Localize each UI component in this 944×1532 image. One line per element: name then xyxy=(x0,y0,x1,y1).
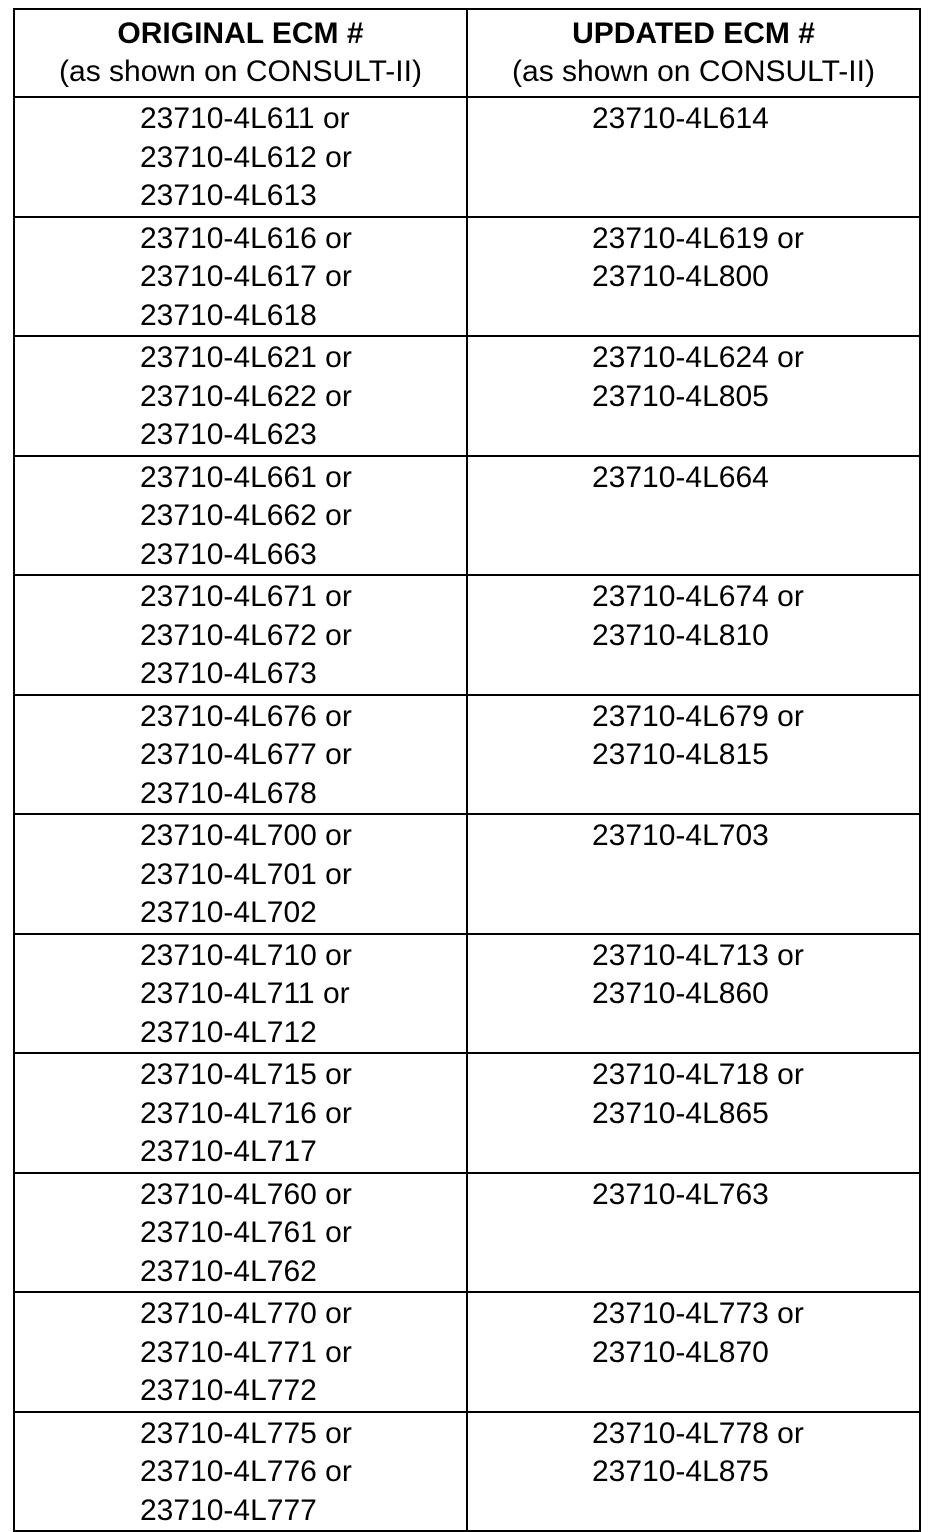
header-subtitle: (as shown on CONSULT-II) xyxy=(512,55,875,88)
table-row xyxy=(14,97,920,217)
updated-ecm-cell-content xyxy=(468,576,919,655)
header-title: ORIGINAL ECM # xyxy=(117,17,364,50)
ecm-number: 23710-4L770 or xyxy=(140,1297,352,1330)
table-row xyxy=(14,1173,920,1293)
ecm-number: 23710-4L718 or xyxy=(592,1058,804,1091)
original-ecm-cell-content xyxy=(15,815,466,933)
ecm-number: 23710-4L622 or xyxy=(140,379,352,413)
ecm-number: 23710-4L702 xyxy=(140,896,317,929)
original-ecm-cell xyxy=(14,695,467,815)
ecm-number: 23710-4L621 or xyxy=(140,341,352,374)
updated-ecm-cell-content xyxy=(468,218,919,297)
original-ecm-cell xyxy=(14,97,467,217)
updated-ecm-cell-content xyxy=(468,337,919,416)
ecm-number: 23710-4L763 xyxy=(592,1177,769,1211)
table-row xyxy=(14,1292,920,1412)
original-ecm-cell xyxy=(14,934,467,1054)
original-ecm-cell-content xyxy=(15,218,466,336)
ecm-number: 23710-4L860 xyxy=(592,977,769,1010)
ecm-number: 23710-4L672 or xyxy=(140,618,352,652)
ecm-number: 23710-4L710 or xyxy=(140,938,352,972)
table-row xyxy=(14,814,920,934)
ecm-number: 23710-4L711 or xyxy=(140,977,350,1010)
original-ecm-cell xyxy=(14,1053,467,1173)
updated-ecm-cell xyxy=(467,217,920,337)
ecm-number: 23710-4L613 xyxy=(140,179,317,212)
ecm-number: 23710-4L671 or xyxy=(140,580,352,613)
ecm-number: 23710-4L865 xyxy=(592,1096,769,1130)
table-row xyxy=(14,336,920,456)
ecm-number: 23710-4L761 or xyxy=(140,1216,352,1249)
ecm-number: 23710-4L778 or xyxy=(592,1416,804,1450)
updated-ecm-cell xyxy=(467,1173,920,1293)
ecm-number: 23710-4L617 or xyxy=(140,260,352,293)
ecm-number: 23710-4L614 xyxy=(592,102,769,135)
header-original-ecm xyxy=(14,9,467,97)
ecm-number: 23710-4L618 xyxy=(140,298,317,332)
ecm-number: 23710-4L619 or xyxy=(592,221,804,255)
updated-ecm-cell-content xyxy=(468,1293,919,1372)
table-row xyxy=(14,934,920,1054)
updated-ecm-cell xyxy=(467,336,920,456)
ecm-number: 23710-4L661 or xyxy=(140,460,352,494)
ecm-number: 23710-4L771 or xyxy=(140,1335,352,1369)
header-subtitle: (as shown on CONSULT-II) xyxy=(59,55,422,88)
original-ecm-cell xyxy=(14,1292,467,1412)
ecm-number: 23710-4L762 xyxy=(140,1254,317,1288)
updated-ecm-cell xyxy=(467,456,920,576)
ecm-number: 23710-4L662 or xyxy=(140,499,352,532)
updated-ecm-cell-content xyxy=(468,815,919,856)
ecm-number: 23710-4L674 or xyxy=(592,580,804,613)
ecm-number: 23710-4L815 xyxy=(592,738,769,771)
ecm-number: 23710-4L678 xyxy=(140,776,317,810)
original-ecm-cell-content xyxy=(15,1174,466,1292)
ecm-number: 23710-4L800 xyxy=(592,260,769,293)
original-ecm-cell-content xyxy=(15,337,466,455)
ecm-number: 23710-4L810 xyxy=(592,618,769,652)
original-ecm-cell xyxy=(14,456,467,576)
header-row xyxy=(14,9,920,97)
original-ecm-cell-content xyxy=(15,696,466,814)
ecm-number-table xyxy=(13,8,921,1532)
table-row xyxy=(14,456,920,576)
ecm-number: 23710-4L773 or xyxy=(592,1297,804,1330)
ecm-number: 23710-4L623 xyxy=(140,418,317,451)
ecm-number: 23710-4L700 or xyxy=(140,819,352,852)
original-ecm-cell xyxy=(14,336,467,456)
original-ecm-cell-content xyxy=(15,576,466,694)
ecm-number: 23710-4L875 xyxy=(592,1455,769,1488)
updated-ecm-cell xyxy=(467,1053,920,1173)
table-row xyxy=(14,575,920,695)
ecm-number: 23710-4L712 xyxy=(140,1015,317,1049)
ecm-number: 23710-4L611 or xyxy=(140,102,350,135)
table-row xyxy=(14,1053,920,1173)
table-row xyxy=(14,695,920,815)
ecm-number: 23710-4L805 xyxy=(592,379,769,413)
original-ecm-cell-content xyxy=(15,1054,466,1172)
updated-ecm-cell-content xyxy=(468,1174,919,1215)
original-ecm-cell xyxy=(14,814,467,934)
updated-ecm-cell-content xyxy=(468,696,919,775)
ecm-number: 23710-4L624 or xyxy=(592,341,804,374)
updated-ecm-cell-content xyxy=(468,457,919,498)
header-title: UPDATED ECM # xyxy=(572,17,815,50)
ecm-number: 23710-4L772 xyxy=(140,1374,317,1407)
original-ecm-cell-content xyxy=(15,1293,466,1411)
ecm-number: 23710-4L703 xyxy=(592,819,769,852)
ecm-number: 23710-4L677 or xyxy=(140,738,352,771)
original-ecm-cell xyxy=(14,217,467,337)
original-ecm-cell-content xyxy=(15,457,466,575)
ecm-number: 23710-4L616 or xyxy=(140,221,352,255)
original-ecm-cell xyxy=(14,575,467,695)
ecm-number: 23710-4L673 xyxy=(140,657,317,690)
ecm-number: 23710-4L663 xyxy=(140,537,317,571)
updated-ecm-cell xyxy=(467,814,920,934)
updated-ecm-cell xyxy=(467,97,920,217)
original-ecm-cell-content xyxy=(15,935,466,1053)
updated-ecm-cell xyxy=(467,934,920,1054)
updated-ecm-cell xyxy=(467,1412,920,1532)
ecm-number: 23710-4L701 or xyxy=(140,857,352,891)
ecm-number: 23710-4L715 or xyxy=(140,1058,352,1091)
table-row xyxy=(14,217,920,337)
updated-ecm-cell-content xyxy=(468,98,919,139)
updated-ecm-cell-content xyxy=(468,1054,919,1133)
ecm-number: 23710-4L717 xyxy=(140,1135,317,1168)
original-ecm-cell-content xyxy=(15,1413,466,1531)
updated-ecm-cell xyxy=(467,575,920,695)
ecm-number: 23710-4L664 xyxy=(592,460,769,494)
ecm-number: 23710-4L776 or xyxy=(140,1455,352,1488)
ecm-number: 23710-4L870 xyxy=(592,1335,769,1369)
updated-ecm-cell-content xyxy=(468,935,919,1014)
updated-ecm-cell xyxy=(467,1292,920,1412)
updated-ecm-cell xyxy=(467,695,920,815)
ecm-number: 23710-4L760 or xyxy=(140,1177,352,1211)
ecm-number: 23710-4L716 or xyxy=(140,1096,352,1130)
table-row xyxy=(14,1412,920,1532)
original-ecm-cell xyxy=(14,1173,467,1293)
original-ecm-cell-content xyxy=(15,98,466,216)
header-updated-ecm xyxy=(467,9,920,97)
ecm-number: 23710-4L612 or xyxy=(140,140,352,174)
original-ecm-cell xyxy=(14,1412,467,1532)
ecm-number: 23710-4L676 or xyxy=(140,699,352,733)
ecm-number: 23710-4L713 or xyxy=(592,938,804,972)
table-body xyxy=(14,97,920,1531)
ecm-number: 23710-4L775 or xyxy=(140,1416,352,1450)
ecm-number: 23710-4L679 or xyxy=(592,699,804,733)
updated-ecm-cell-content xyxy=(468,1413,919,1492)
ecm-number: 23710-4L777 xyxy=(140,1493,317,1527)
